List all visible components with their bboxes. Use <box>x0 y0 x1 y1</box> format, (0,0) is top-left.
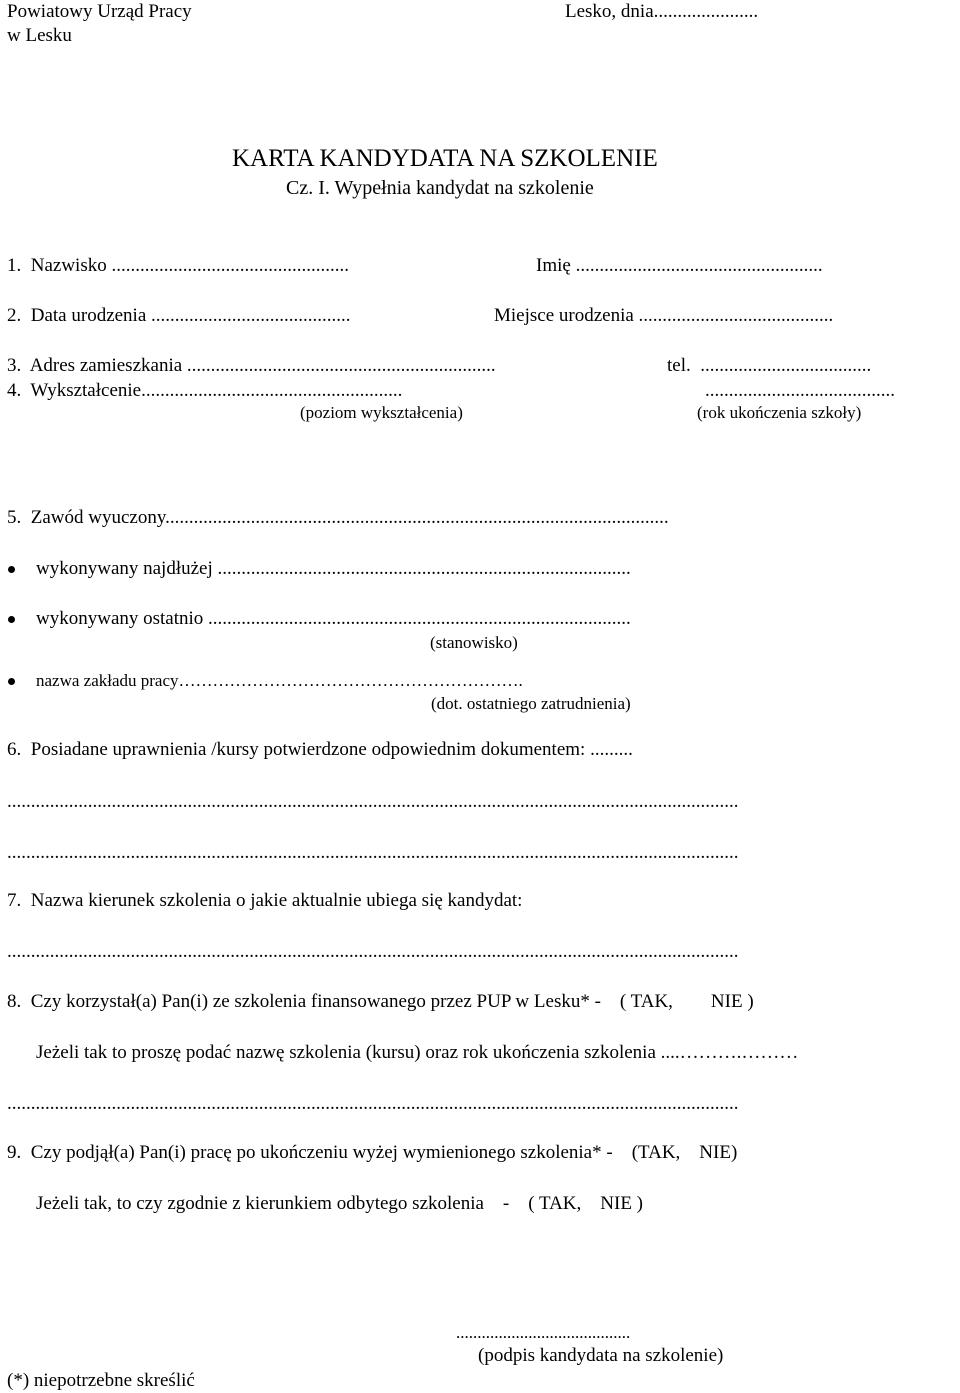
place-date-field[interactable]: Lesko, dnia...................... <box>565 1 759 22</box>
signature-label: (podpis kandydata na szkolenie) <box>478 1345 724 1366</box>
bullet-icon <box>8 616 15 623</box>
training-direction-field[interactable]: .......................................................................................................................................................... <box>7 941 739 962</box>
office-name-line1: Powiatowy Urząd Pracy <box>7 1 192 22</box>
training-direction-label: 7. Nazwa kierunek szkolenia o jakie aktualnie ubiega się kandydat: <box>7 890 523 911</box>
graduation-year-field[interactable]: ........................................ <box>705 380 895 401</box>
graduation-year-hint: (rok ukończenia szkoły) <box>697 403 862 422</box>
bullet-icon <box>8 678 15 685</box>
office-name-line2: w Lesku <box>7 25 72 46</box>
longest-profession-field[interactable]: wykonywany najdłużej ....................................................................................... <box>36 558 631 579</box>
position-hint: (stanowisko) <box>430 633 518 652</box>
footnote: (*) niepotrzebne skreślić <box>7 1370 195 1391</box>
first-name-field[interactable]: Imię .................................................... <box>536 255 823 276</box>
document-title: KARTA KANDYDATA NA SZKOLENIE <box>232 145 658 172</box>
education-level-field[interactable]: 4. Wykształcenie....................................................... <box>7 380 403 401</box>
surname-field[interactable]: 1. Nazwisko .................................................. <box>7 255 349 276</box>
recent-profession-field[interactable]: wykonywany ostatnio ......................................................................................... <box>36 608 631 629</box>
previous-training-line-2[interactable]: .......................................................................................................................................................... <box>7 1093 739 1114</box>
document-subtitle: Cz. I. Wypełnia kandydat na szkolenie <box>286 177 594 199</box>
education-level-hint: (poziom wykształcenia) <box>300 403 463 422</box>
previous-training-detail-field[interactable]: Jeżeli tak to proszę podać nazwę szkolenia (kursu) oraz rok ukończenia szkolenia ....……….……… <box>36 1042 799 1063</box>
bullet-icon <box>8 566 15 573</box>
phone-field[interactable]: tel. .................................... <box>667 355 872 376</box>
birth-place-field[interactable]: Miejsce urodzenia ......................................... <box>494 305 834 326</box>
previous-training-question: 8. Czy korzystał(a) Pan(i) ze szkolenia finansowanego przez PUP w Lesku* - ( TAK, NIE ) <box>7 991 754 1012</box>
employment-match-question: Jeżeli tak, to czy zgodnie z kierunkiem odbytego szkolenia - ( TAK, NIE ) <box>36 1193 643 1214</box>
signature-line[interactable]: ......................................... <box>456 1323 631 1342</box>
address-field[interactable]: 3. Adres zamieszkania ................................................................. <box>7 355 496 376</box>
profession-field[interactable]: 5. Zawód wyuczony.......................................................................................................... <box>7 507 669 528</box>
qualifications-field[interactable]: 6. Posiadane uprawnienia /kursy potwierdzone odpowiednim dokumentem: ......... <box>7 739 633 760</box>
qualifications-line-2[interactable]: .......................................................................................................................................................... <box>7 791 739 812</box>
employer-hint: (dot. ostatniego zatrudnienia) <box>431 694 631 713</box>
birth-date-field[interactable]: 2. Data urodzenia .......................................... <box>7 305 351 326</box>
employer-name-field[interactable]: nazwa zakładu pracy……………………………………………………. <box>36 671 523 690</box>
employment-after-training-question: 9. Czy podjął(a) Pan(i) pracę po ukończeniu wyżej wymienionego szkolenia* - (TAK, NIE) <box>7 1142 738 1163</box>
qualifications-line-3[interactable]: .......................................................................................................................................................... <box>7 842 739 863</box>
